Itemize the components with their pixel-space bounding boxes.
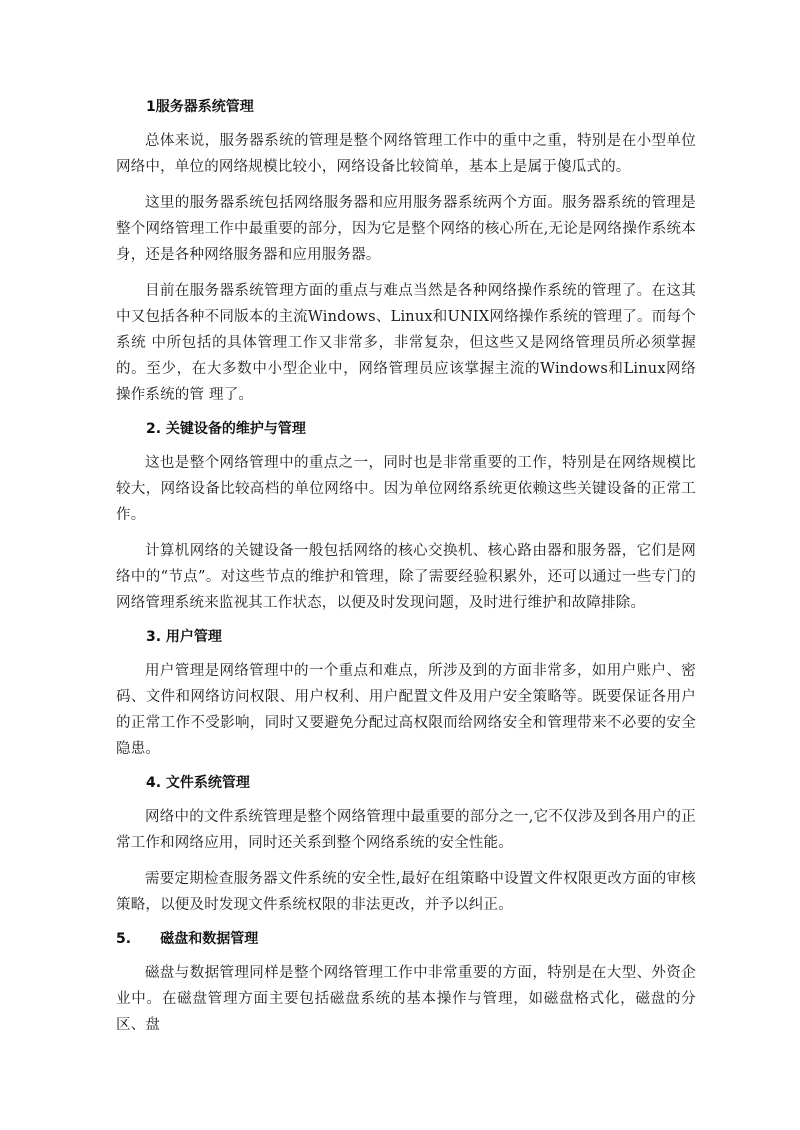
- paragraph: 计算机网络的关键设备一般包括网络的核心交换机、核心路由器和服务器，它们是网络中的“节点”。对这些节点的维护和管理，除了需要经验积累外，还可以通过一些专门的网络管理系统来监视其工作状态，以便及时发现问题，及时进行维护和故障排除。: [116, 543, 696, 611]
- section-heading: 2. 关键设备的维护与管理: [146, 421, 306, 437]
- paragraph: 总体来说，服务器系统的管理是整个网络管理工作中的重中之重，特别是在小型单位网络中，单位的网络规模比较小，网络设备比较简单，基本上是属于傻瓜式的。: [116, 133, 696, 175]
- document-body: [116, 96, 696, 1048]
- section-file-system: [116, 772, 696, 918]
- section-key-devices: [116, 418, 696, 616]
- paragraph: 目前在服务器系统管理方面的重点与难点当然是各种网络操作系统的管理了。在这其中又包括各种不同版本的主流Windows、Linux和UNIX网络操作系统的管理了。而每个系统 中所包括的具体管理工作又非常多，非常复杂，但这些又是网络管理员所必须掌握的。至少，在大多数中小型企业中，网络管理员应该掌握主流的Windows和Linux网络操作系统的管 理了。: [116, 283, 696, 403]
- section-heading: 1服务器系统管理: [146, 99, 254, 115]
- section-heading: 5. 磁盘和数据管理: [116, 931, 259, 947]
- paragraph: 磁盘与数据管理同样是整个网络管理工作中非常重要的方面，特别是在大型、外资企业中。在磁盘管理方面主要包括磁盘系统的基本操作与管理，如磁盘格式化，磁盘的分区、盘: [116, 965, 696, 1033]
- section-heading: 4. 文件系统管理: [146, 775, 250, 791]
- section-user-management: [116, 626, 696, 762]
- section-heading: 3. 用户管理: [146, 629, 222, 645]
- paragraph: 用户管理是网络管理中的一个重点和难点，所涉及到的方面非常多，如用户账户、密码、文件和网络访问权限、用户权利、用户配置文件及用户安全策略等。既要保证各用户的正常工作不受影响，同时又要避免分配过高权限而给网络安全和管理带来不必要的安全隐患。: [116, 663, 696, 757]
- section-disk-data: [116, 928, 696, 1038]
- paragraph: 网络中的文件系统管理是整个网络管理中最重要的部分之一,它不仅涉及到各用户的正常工作和网络应用，同时还关系到整个网络系统的安全性能。: [116, 809, 696, 851]
- paragraph: 需要定期检查服务器文件系统的安全性,最好在组策略中设置文件权限更改方面的审核策略，以便及时发现文件系统权限的非法更改，并予以纠正。: [116, 871, 696, 913]
- section-server-management: [116, 96, 696, 408]
- paragraph: 这也是整个网络管理中的重点之一，同时也是非常重要的工作，特别是在网络规模比较大，网络设备比较高档的单位网络中。因为单位网络系统更依赖这些关键设备的正常工作。: [116, 455, 696, 523]
- paragraph: 这里的服务器系统包括网络服务器和应用服务器系统两个方面。服务器系统的管理是整个网络管理工作中最重要的部分，因为它是整个网络的核心所在,无论是网络操作系统本身，还是各种网络服务器和应用服务器。: [116, 195, 696, 263]
